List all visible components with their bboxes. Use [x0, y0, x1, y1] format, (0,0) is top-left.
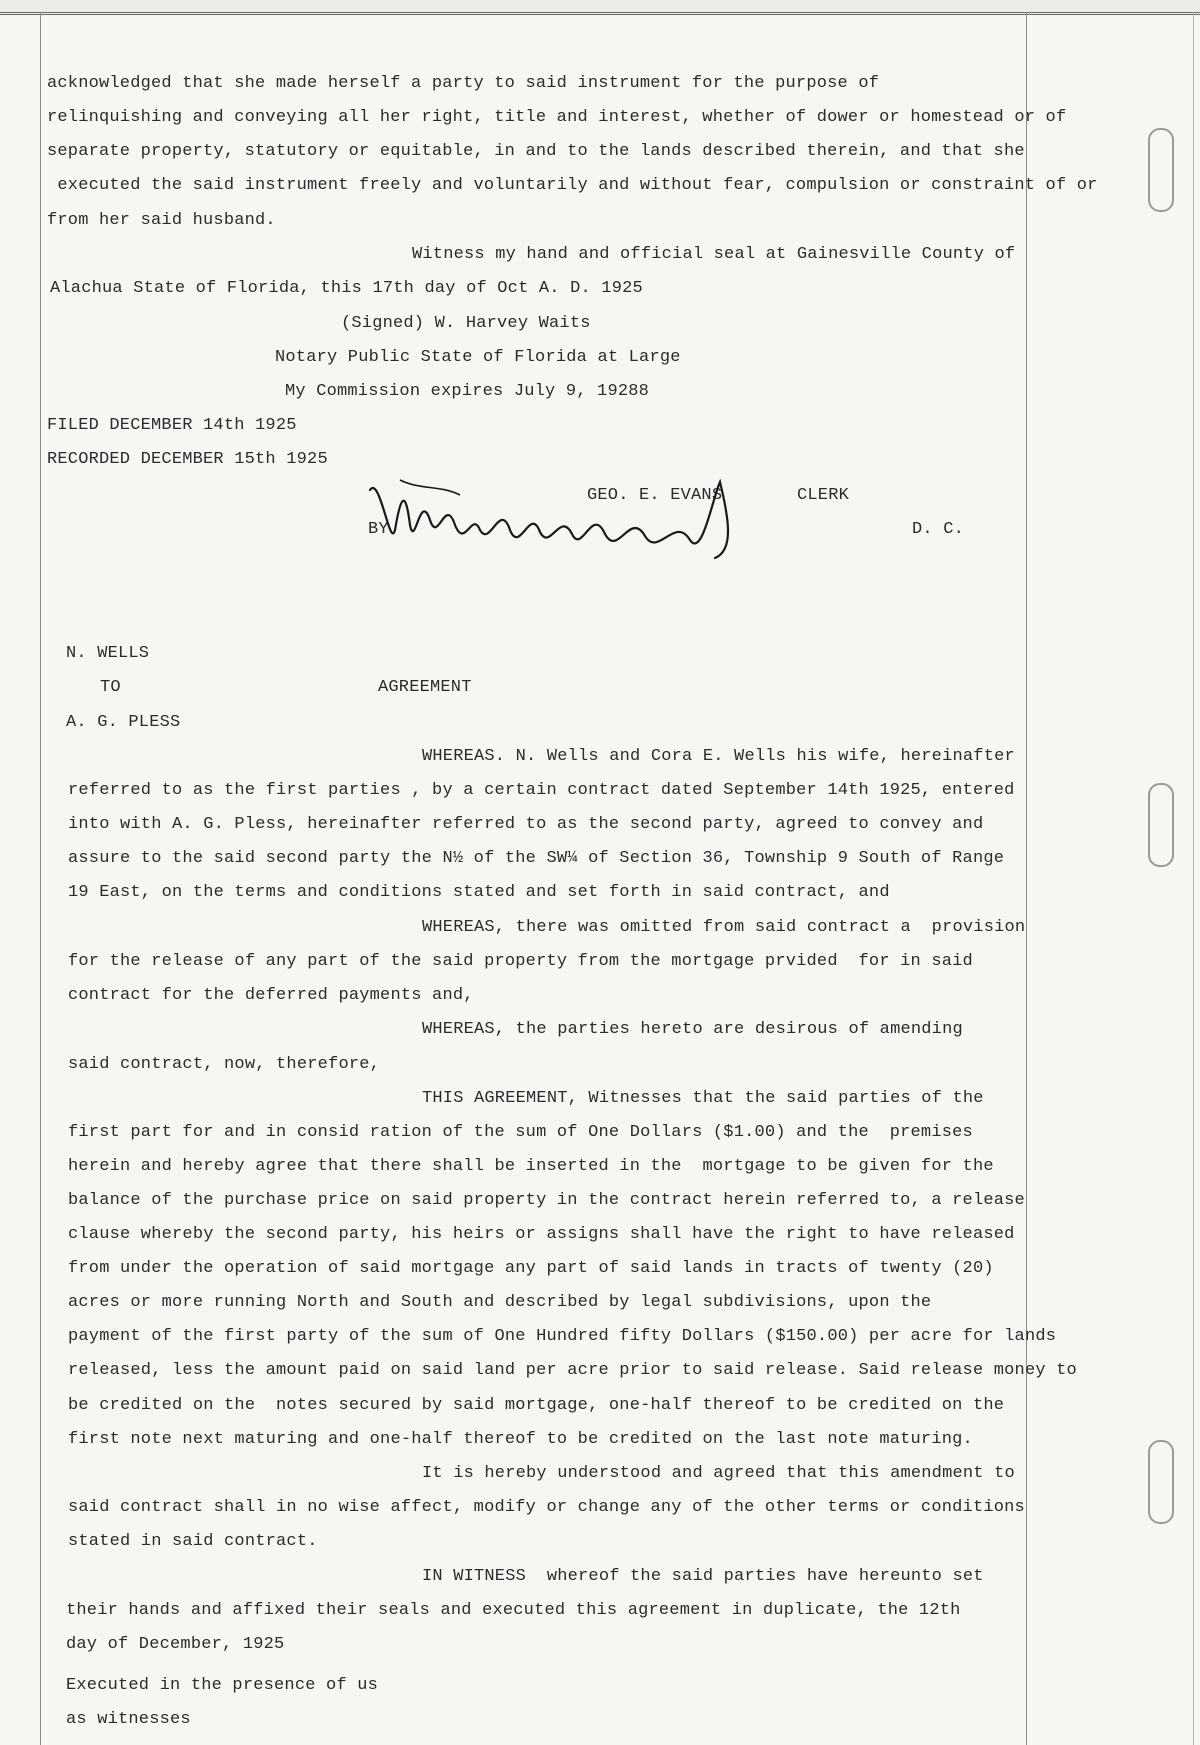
agreement-line: day of December, 1925 [66, 1635, 285, 1654]
deputy-clerk-signature [360, 470, 760, 570]
agreement-line: herein and hereby agree that there shall be inserted in the mortgage to be given for the [68, 1157, 994, 1176]
by-label: BY [368, 520, 389, 539]
witness-caption: as witnesses [66, 1710, 191, 1729]
agreement-line: be credited on the notes secured by said mortgage, one-half thereof to be credited on the [68, 1396, 1005, 1415]
deputy-clerk-label: D. C. [912, 520, 965, 539]
binder-ring-middle [1148, 783, 1174, 867]
agreement-line: released, less the amount paid on said land per acre prior to said release. Said release money to [68, 1361, 1077, 1380]
agreement-line: THIS AGREEMENT, Witnesses that the said parties of the [422, 1089, 984, 1108]
agreement-line: It is hereby understood and agreed that this amendment to [422, 1464, 1015, 1483]
ack-line: separate property, statutory or equitable, in and to the lands described therein, and that she [47, 142, 1025, 161]
agreement-line: from under the operation of said mortgage any part of said lands in tracts of twenty (20) [68, 1259, 994, 1278]
agreement-line: their hands and affixed their seals and executed this agreement in duplicate, the 12th [66, 1601, 961, 1620]
binder-ring-top [1148, 128, 1174, 212]
agreement-line: referred to as the first parties , by a certain contract dated September 14th 1925, entered [68, 781, 1015, 800]
ack-line: relinquishing and conveying all her right, title and interest, whether of dower or homestead or of [47, 108, 1067, 127]
agreement-line: balance of the purchase price on said property in the contract herein referred to, a release [68, 1191, 1025, 1210]
agreement-line: acres or more running North and South and described by legal subdivisions, upon the [68, 1293, 932, 1312]
agreement-line: assure to the said second party the N½ of the SW¼ of Section 36, Township 9 South of Range [68, 849, 1005, 868]
witness-caption: Executed in the presence of us [66, 1676, 379, 1695]
page-top-border [0, 0, 1200, 15]
document-title: AGREEMENT [378, 678, 472, 697]
witness-date-line: Alachua State of Florida, this 17th day of Oct A. D. 1925 [50, 279, 643, 298]
heading-to: TO [100, 678, 121, 697]
notary-title: Notary Public State of Florida at Large [275, 348, 681, 367]
clerk-name: GEO. E. EVANS [587, 486, 723, 505]
binder-ring-bottom [1148, 1440, 1174, 1524]
agreement-line: WHEREAS, the parties hereto are desirous of amending [422, 1020, 963, 1039]
agreement-line: WHEREAS. N. Wells and Cora E. Wells his wife, hereinafter [422, 747, 1015, 766]
recorded-date: RECORDED DECEMBER 15th 1925 [47, 450, 328, 469]
witness-line: Witness my hand and official seal at Gainesville County of [412, 245, 1016, 264]
agreement-line: into with A. G. Pless, hereinafter referred to as the second party, agreed to convey and [68, 815, 984, 834]
edge-line [1193, 12, 1194, 1745]
agreement-line: first part for and in consid ration of the sum of One Dollars ($1.00) and the premises [68, 1123, 973, 1142]
agreement-line: said contract, now, therefore, [68, 1055, 381, 1074]
agreement-line: for the release of any part of the said property from the mortgage prvided for in said [68, 952, 973, 971]
right-margin-line [1026, 12, 1027, 1745]
agreement-line: WHEREAS, there was omitted from said contract a provision [422, 918, 1026, 937]
filed-date: FILED DECEMBER 14th 1925 [47, 416, 297, 435]
agreement-line: clause whereby the second party, his heirs or assigns shall have the right to have released [68, 1225, 1015, 1244]
heading-party: A. G. PLESS [66, 713, 181, 732]
notary-signed: (Signed) W. Harvey Waits [341, 314, 591, 333]
agreement-line: IN WITNESS whereof the said parties have hereunto set [422, 1567, 984, 1586]
clerk-title: CLERK [797, 486, 850, 505]
agreement-line: first note next maturing and one-half thereof to be credited on the last note maturing. [68, 1430, 973, 1449]
ack-line: from her said husband. [47, 211, 276, 230]
ack-line: executed the said instrument freely and voluntarily and without fear, compulsion or constraint of or [47, 176, 1098, 195]
agreement-line: contract for the deferred payments and, [68, 986, 474, 1005]
ack-line: acknowledged that she made herself a party to said instrument for the purpose of [47, 74, 880, 93]
left-margin-line [40, 12, 41, 1745]
notary-commission: My Commission expires July 9, 19288 [285, 382, 650, 401]
agreement-line: said contract shall in no wise affect, modify or change any of the other terms or conditions [68, 1498, 1025, 1517]
heading-from: N. WELLS [66, 644, 150, 663]
agreement-line: stated in said contract. [68, 1532, 318, 1551]
agreement-line: payment of the first party of the sum of One Hundred fifty Dollars ($150.00) per acre for lands [68, 1327, 1057, 1346]
agreement-line: 19 East, on the terms and conditions stated and set forth in said contract, and [68, 883, 890, 902]
